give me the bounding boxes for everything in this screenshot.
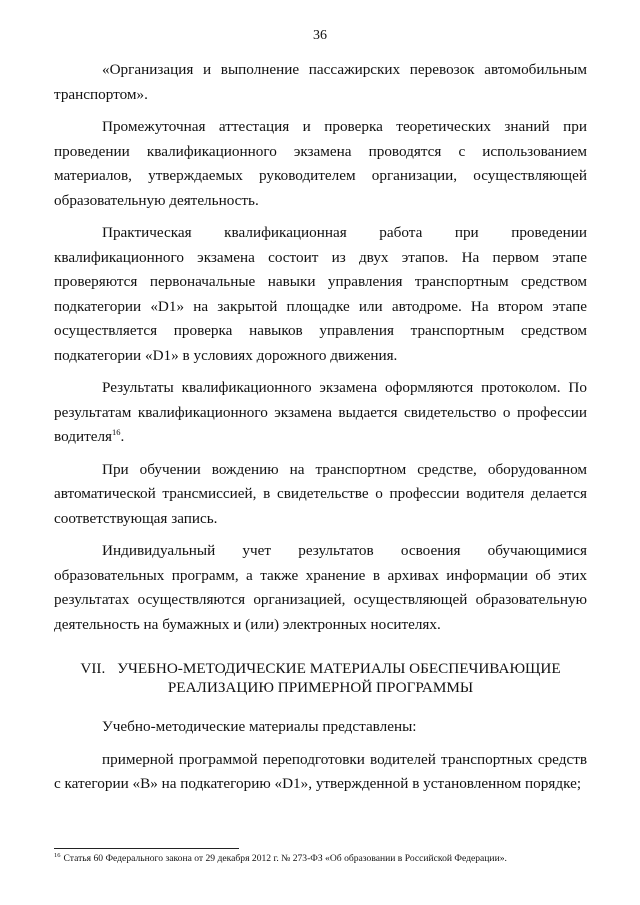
paragraph-3: Практическая квалификационная работа при проведении квалификационного экзамена состоит из двух этапов. На первом этапе проверяются первоначальные навыки управления транспортным средством подкатегории «D1» на закрытой площадке или автодроме. На втором этапе осуществляется проверка навыков управления транспортным средством подкатегории «D1» в условиях дорожного движения. <box>54 224 587 364</box>
paragraph-6: Индивидуальный учет результатов освоения обучающимися образовательных программ, а также хранение в архивах информации об этих результатах осуществляются организацией, осуществляющей образовательную деятельность на бумажных и (или) электронных носителях. <box>54 542 587 633</box>
paragraph-5: При обучении вождению на транспортном средстве, оборудованном автоматической трансмиссией, в свидетельстве о профессии водителя делается соответствующая запись. <box>54 460 587 527</box>
footnote <box>54 852 594 865</box>
section-number: VII. <box>80 660 106 677</box>
footnote-marker: 16 <box>54 852 61 859</box>
paragraph-4-text: Результаты квалификационного экзамена оформляются протоколом. По результатам квалификационного экзамена выдается свидетельство о профессии водителя <box>54 379 587 445</box>
section-title-line-2: РЕАЛИЗАЦИЮ ПРИМЕРНОЙ ПРОГРАММЫ <box>167 679 474 696</box>
section-heading <box>54 659 587 697</box>
paragraph-1: «Организация и выполнение пассажирских перевозок автомобильным транспортом». <box>54 61 587 103</box>
paragraph-2: Промежуточная аттестация и проверка теоретических знаний при проведении квалификационного экзамена проводятся с использованием материалов, утверждаемых руководителем организации, осуществляющей образовательную деятельность. <box>54 118 587 209</box>
body-text <box>54 58 587 805</box>
footnote-divider <box>54 848 239 849</box>
footnote-reference[interactable]: 16 <box>112 427 121 437</box>
page-number: 36 <box>313 28 327 43</box>
paragraph-8: примерной программой переподготовки водителей транспортных средств с категории «В» на подкатегорию «D1», утвержденной в установленном порядке; <box>54 750 587 792</box>
paragraph-4: Результаты квалификационного экзамена оформляются протоколом. По результатам квалификационного экзамена выдается свидетельство о профессии водителя$^{16}$. <box>54 379 587 445</box>
section-title-line-1: УЧЕБНО-МЕТОДИЧЕСКИЕ МАТЕРИАЛЫ ОБЕСПЕЧИВАЮЩИЕ <box>117 660 561 677</box>
paragraph-7: Учебно-методические материалы представлены: <box>102 718 417 735</box>
footnote-text: Статья 60 Федерального закона от 29 декабря 2012 г. № 273-ФЗ «Об образовании в Российской Федерации». <box>63 853 507 864</box>
